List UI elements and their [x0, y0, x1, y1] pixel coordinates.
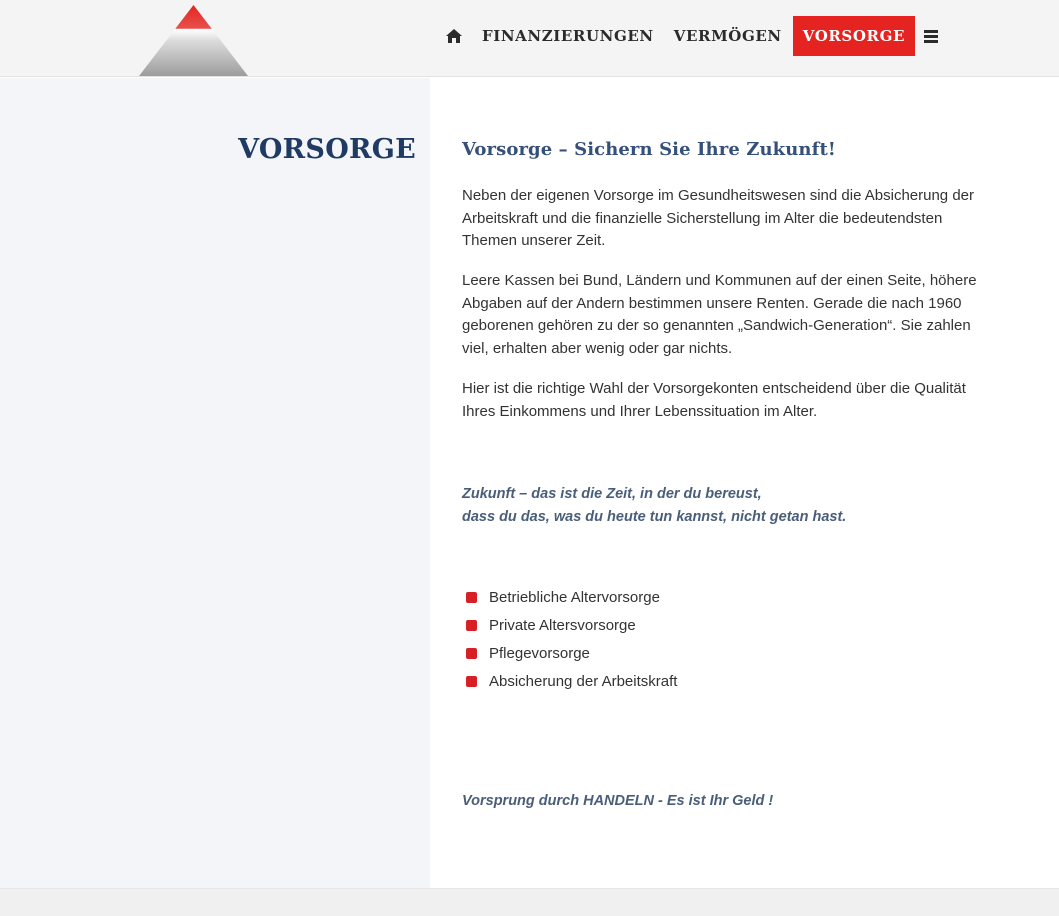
nav-item-vermoegen[interactable]: VERMÖGEN — [673, 27, 782, 45]
list-item — [462, 667, 677, 695]
nav-item-vorsorge[interactable]: VORSORGE — [793, 16, 915, 56]
logo-pyramid-icon[interactable] — [139, 5, 248, 77]
bullet-square-icon — [466, 620, 477, 631]
bullet-square-icon — [466, 648, 477, 659]
paragraph-pension: Leere Kassen bei Bund, Ländern und Kommunen auf der einen Seite, höhere Abgaben auf der Andern bestimmen unsere Renten. Gerade die nach 1960 geborenen gehören zu der so genannten „Sandwich-Generation“. Sie zahlen viel, erhalten aber wenig oder gar nichts. — [462, 272, 977, 357]
list-item-label: Betriebliche Altervorsorge — [489, 589, 660, 607]
list-item — [462, 612, 677, 640]
nav-item-finanzierungen[interactable]: FINANZIERUNGEN — [482, 27, 654, 45]
content-heading: Vorsorge – Sichern Sie Ihre Zukunft! — [462, 139, 836, 160]
page-title: VORSORGE — [238, 134, 416, 165]
sidebar — [0, 78, 430, 888]
paragraph-intro: Neben der eigenen Vorsorge im Gesundheitswesen sind die Absicherung der Arbeitskraft und die finanzielle Sicherstellung im Alter die bedeutendsten Themen unserer Zeit. — [462, 187, 974, 250]
nav-home[interactable] — [438, 16, 472, 56]
list-item-label: Absicherung der Arbeitskraft — [489, 672, 678, 690]
header — [0, 0, 1059, 77]
list-item — [462, 640, 677, 668]
list-item-label: Private Altersvorsorge — [489, 617, 636, 635]
home-icon — [446, 29, 462, 43]
footer — [0, 888, 1059, 916]
menu-icon — [924, 30, 938, 43]
topic-list — [462, 584, 677, 695]
main-content — [430, 78, 1059, 888]
slogan: Vorsprung durch HANDELN - Es ist Ihr Geld ! — [462, 793, 774, 809]
bullet-square-icon — [466, 676, 477, 687]
quote-line-1: Zukunft – das ist die Zeit, in der du bereust, — [462, 486, 762, 502]
list-item-label: Pflegevorsorge — [489, 644, 590, 662]
quote — [462, 483, 1022, 528]
paragraph-choice: Hier ist die richtige Wahl der Vorsorgekonten entscheidend über die Qualität Ihres Einkommens und Ihrer Lebenssituation im Alter. — [462, 380, 966, 420]
quote-line-2: dass du das, was du heute tun kannst, nicht getan hast. — [462, 508, 847, 525]
bullet-square-icon — [466, 592, 477, 603]
list-item — [462, 584, 677, 612]
nav-menu-toggle[interactable] — [915, 16, 946, 56]
main-nav — [438, 16, 946, 56]
